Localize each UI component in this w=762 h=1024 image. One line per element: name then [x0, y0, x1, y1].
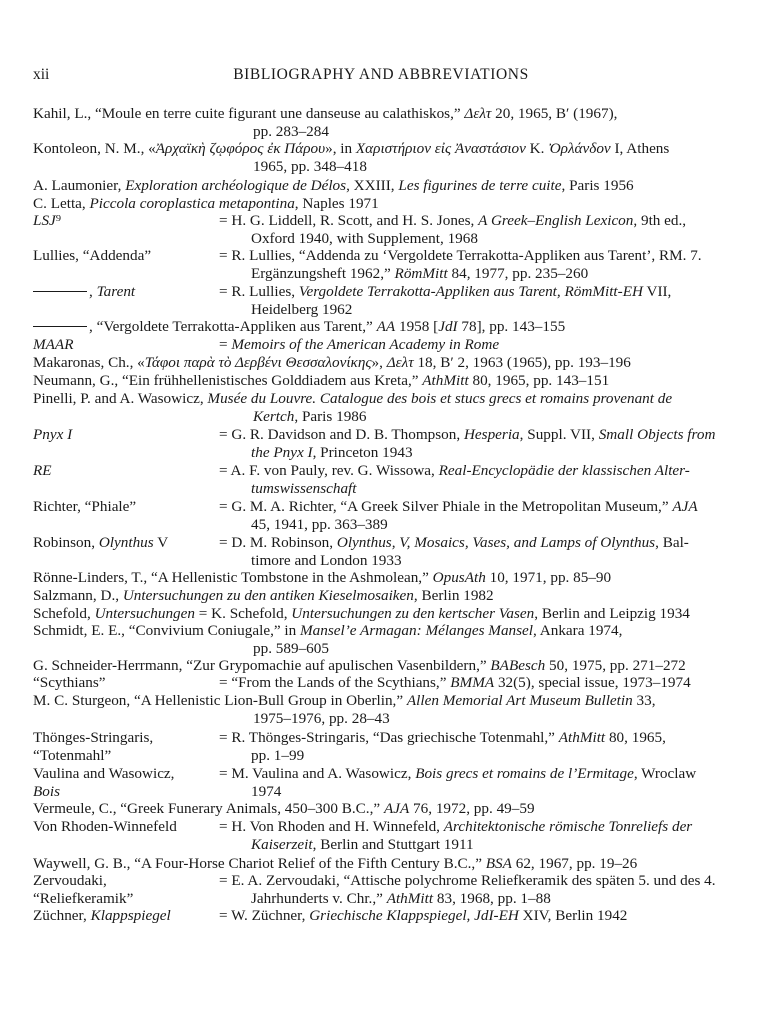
italic-text: BMMA [450, 674, 495, 691]
abbreviation [33, 283, 135, 301]
entry-line [251, 890, 551, 908]
italic-text: Exploration archéologique de Délos [125, 177, 347, 194]
text-run: = [219, 336, 232, 353]
entry-line [253, 123, 329, 141]
text-run: 32(5), special issue, 1973–1974 [494, 674, 691, 691]
text-run: 78], pp. 143–155 [457, 318, 566, 335]
text-run: Kahil, L., “Moule en terre cuite figurant une danseuse au calathiskos,” [33, 105, 465, 122]
text-run: Vermeule, C., “Greek Funerary Animals, 450–300 B.C.,” [33, 800, 384, 817]
text-run: Waywell, G. B., “A Four-Horse Chariot Relief of the Fifth Century B.C.,” [33, 855, 486, 872]
text-run: 80, 1965, [605, 729, 666, 746]
ditto-rule [33, 291, 87, 292]
text-run: ⁹ [55, 212, 62, 229]
italic-text: RömMitt [394, 265, 448, 282]
text-run: Vaulina and Wasowicz, [33, 765, 175, 782]
text-run: , Bal- [655, 534, 689, 551]
abbreviation [33, 765, 174, 783]
entry-line [33, 605, 690, 623]
entry-line [253, 710, 390, 728]
text-run: 83, 1968, pp. 1–88 [433, 890, 551, 907]
text-run: , Naples 1971 [294, 195, 379, 212]
italic-text: Bois grecs et romains de l’Ermitage [415, 765, 634, 782]
italic-text: the Pnyx I [251, 444, 313, 461]
text-run: = G. R. Davidson and D. B. Thompson, [219, 426, 464, 443]
text-run: Makaronas, Ch., « [33, 354, 145, 371]
italic-text: AA [376, 318, 396, 335]
italic-text: MAAR [33, 336, 74, 353]
text-run: Neumann, G., “Ein frühhellenistisches Golddiadem aus Kreta,” [33, 372, 423, 389]
text-run: “Totenmahl” [33, 747, 112, 764]
italic-text: Piccola coroplastica metapontina [89, 195, 295, 212]
text-run: Schefold, [33, 605, 95, 622]
text-run: 1958 [ [395, 318, 439, 335]
entry-line [251, 747, 304, 765]
entry-line [33, 177, 634, 195]
text-run: Von Rhoden-Winnefeld [33, 818, 177, 835]
italic-text: Pnyx I [33, 426, 73, 443]
text-run: , “Vergoldete Terrakotta-Appliken aus Tarent,” [89, 318, 377, 335]
text-run: M. C. Sturgeon, “A Hellenistic Lion-Bull Group in Oberlin,” [33, 692, 407, 709]
italic-text: OpusAth [432, 569, 486, 586]
entry-line [33, 354, 631, 372]
text-run: Lullies, “Addenda” [33, 247, 152, 264]
text-run: Richter, “Phiale” [33, 498, 137, 515]
entry-line [33, 855, 637, 873]
text-run: Kontoleon, N. M., « [33, 140, 156, 157]
text-run: Thönges-Stringaris, [33, 729, 154, 746]
text-run: Pinelli, P. and A. Wasowicz, [33, 390, 208, 407]
abbreviation [33, 247, 151, 265]
italic-text: Griechische Klappspiegel, JdI-EH [309, 907, 519, 924]
entry-line [219, 462, 690, 480]
entry-line [253, 408, 366, 426]
italic-text: Χαριστήριον εἰς [355, 140, 452, 157]
abbreviation [33, 462, 52, 480]
text-run: , Berlin 1982 [413, 587, 494, 604]
text-run: timore and London 1933 [251, 552, 402, 569]
abbreviation [33, 783, 60, 801]
entry-line [33, 657, 686, 675]
text-run: 1975–1976, pp. 28–43 [253, 710, 390, 727]
entry-line [219, 818, 692, 836]
text-run: “Reliefkeramik” [33, 890, 134, 907]
text-run: Zervoudaki, [33, 872, 107, 889]
text-run: pp. 589–605 [253, 640, 329, 657]
entry-line [219, 729, 666, 747]
abbreviation [33, 498, 136, 516]
abbreviation [33, 872, 107, 890]
text-run: = G. M. A. Richter, “A Greek Silver Phiale in the Metropolitan Museum,” [219, 498, 673, 515]
text-run: Züchner, [33, 907, 91, 924]
italic-text: Mansel’e Armagan: Mélanges Mansel [300, 622, 533, 639]
italic-text: AthMitt [422, 372, 469, 389]
italic-text: Vergoldete Terrakotta-Appliken aus Tarent, RömMitt-EH [298, 283, 643, 300]
italic-text: Untersuchungen zu den antiken Kieselmosaiken [122, 587, 414, 604]
italic-text: Small Objects from [598, 426, 716, 443]
entry-line [219, 247, 702, 265]
text-run: = M. Vaulina and A. Wasowicz, [219, 765, 416, 782]
text-run: 20, 1965, B′ (1967), [491, 105, 618, 122]
abbreviation [33, 747, 111, 765]
abbreviation [33, 729, 153, 747]
italic-text: Ἀναστάσιον [454, 140, 526, 157]
text-run: Κ. [525, 140, 549, 157]
italic-text: Ὀρλάνδον [548, 140, 611, 157]
text-run: , 9th ed., [633, 212, 687, 229]
text-run: , Berlin and Stuttgart 1911 [312, 836, 474, 853]
italic-text: Hesperia [463, 426, 520, 443]
entry-line [33, 587, 494, 605]
text-run: 50, 1975, pp. 271–272 [545, 657, 686, 674]
entry-line [251, 265, 588, 283]
text-run: V [153, 534, 169, 551]
entry-line [219, 336, 499, 354]
entry-line [219, 674, 691, 692]
text-run: , [89, 283, 97, 300]
entry-line [219, 907, 627, 925]
italic-text: tumswissenschaft [251, 480, 357, 497]
ditto-rule [33, 326, 87, 327]
italic-text: Δελτ [464, 105, 492, 122]
text-run: = H. Von Rhoden and H. Winnefeld, [219, 818, 444, 835]
text-run: 80, 1965, pp. 143–151 [468, 372, 610, 389]
entry-line [33, 569, 611, 587]
entry-line [219, 765, 696, 783]
abbreviation [33, 212, 61, 230]
text-run: Rönne-Linders, T., “A Hellenistic Tombstone in the Ashmolean,” [33, 569, 433, 586]
entry-line [33, 318, 565, 336]
italic-text: AJA [383, 800, 410, 817]
italic-text: BABesch [490, 657, 546, 674]
italic-text: Δελτ [386, 354, 414, 371]
italic-text: BSA [485, 855, 512, 872]
abbreviation [33, 336, 73, 354]
italic-text: Bois [33, 783, 61, 800]
entry-line [33, 372, 609, 390]
abbreviation [33, 674, 106, 692]
text-run: , Ankara 1974, [533, 622, 623, 639]
italic-text: Olynthus, V, Mosaics, Vases, and Lamps of Olynthus [336, 534, 656, 551]
text-run: Ergänzungsheft 1962,” [251, 265, 395, 282]
text-run: , XXIII, [346, 177, 399, 194]
text-run: = D. M. Robinson, [219, 534, 337, 551]
italic-text: AJA [672, 498, 698, 515]
text-run: , Princeton 1943 [312, 444, 413, 461]
text-run: Heidelberg 1962 [251, 301, 353, 318]
text-run: = R. Thönges-Stringaris, “Das griechische Totenmahl,” [219, 729, 559, 746]
text-run: », in [325, 140, 356, 157]
entry-line [253, 640, 329, 658]
entry-line [253, 158, 367, 176]
entry-line [33, 622, 622, 640]
entry-line [251, 552, 402, 570]
text-run: pp. 283–284 [253, 123, 329, 140]
entry-line [219, 534, 689, 552]
entry-line [33, 195, 379, 213]
text-run: = K. Schefold, [194, 605, 292, 622]
text-run: 10, 1971, pp. 85–90 [485, 569, 612, 586]
text-run: VII, [642, 283, 672, 300]
italic-text: Untersuchungen [94, 605, 195, 622]
entry-line [251, 444, 413, 462]
text-run: 1974 [251, 783, 282, 800]
text-run: , Suppl. VII, [519, 426, 599, 443]
abbreviation [33, 534, 168, 552]
page-title: BIBLIOGRAPHY AND ABBREVIATIONS [233, 66, 529, 83]
text-run: = “From the Lands of the Scythians,” [219, 674, 451, 691]
italic-text: Olynthus [98, 534, 154, 551]
text-run: , Berlin and Leipzig 1934 [534, 605, 690, 622]
text-run: I, Athens [610, 140, 670, 157]
italic-text: Memoirs of the American Academy in Rome [231, 336, 500, 353]
italic-text: Ἀρχαϊκὴ ζῳφόρος ἐκ Πάρου [155, 140, 326, 157]
text-run: C. Letta, [33, 195, 90, 212]
text-run: 62, 1967, pp. 19–26 [511, 855, 638, 872]
text-run: = R. Lullies, [219, 283, 299, 300]
text-run: Robinson, [33, 534, 99, 551]
text-run: », [371, 354, 387, 371]
text-run: = W. Züchner, [219, 907, 310, 924]
entry-line [33, 105, 617, 123]
entry-line [251, 301, 352, 319]
abbreviation [33, 907, 171, 925]
text-run: , Wroclaw [633, 765, 697, 782]
italic-text: Les figurines de terre cuite [398, 177, 562, 194]
italic-text: Klappspiegel [90, 907, 171, 924]
page-number: xii [33, 66, 50, 83]
italic-text: JdI [438, 318, 458, 335]
text-run: “Scythians” [33, 674, 106, 691]
text-run: A. Laumonier, [33, 177, 126, 194]
italic-text: Musée du Louvre. Catalogue des bois et stucs grecs et romains provenant de [207, 390, 673, 407]
entry-line [219, 872, 716, 890]
entry-line [251, 480, 356, 498]
italic-text: Τάφοι παρὰ τὸ Δερβένι Θεσσαλονίκης [144, 354, 372, 371]
text-run: = H. G. Liddell, R. Scott, and H. S. Jones, [219, 212, 479, 229]
italic-text: Tarent [96, 283, 136, 300]
text-run: pp. 1–99 [251, 747, 305, 764]
text-run: Schmidt, E. E., “Convivium Coniugale,” in [33, 622, 301, 639]
italic-text: RE [33, 462, 52, 479]
entry-line [33, 390, 672, 408]
abbreviation [33, 890, 133, 908]
text-run: 18, B′ 2, 1963 (1965), pp. 193–196 [413, 354, 631, 371]
entry-line [219, 426, 715, 444]
italic-text: AthMitt [558, 729, 606, 746]
entry-line [33, 692, 655, 710]
entry-line [33, 800, 535, 818]
text-run: 45, 1941, pp. 363–389 [251, 516, 388, 533]
text-run: G. Schneider-Herrmann, “Zur Grypomachie auf apulischen Vasenbildern,” [33, 657, 491, 674]
text-run: XIV, Berlin 1942 [518, 907, 628, 924]
italic-text: Allen Memorial Art Museum Bulletin [406, 692, 633, 709]
entry-line [33, 140, 669, 158]
abbreviation [33, 426, 72, 444]
text-run: 84, 1977, pp. 235–260 [447, 265, 589, 282]
text-run: , Paris 1986 [294, 408, 367, 425]
text-run: = E. A. Zervoudaki, “Attische polychrome Reliefkeramik des späten 5. und des 4. [219, 872, 716, 889]
entry-line [251, 836, 474, 854]
italic-text: AthMitt [386, 890, 434, 907]
text-run: Salzmann, D., [33, 587, 123, 604]
entry-line [219, 212, 686, 230]
entry-line [219, 498, 698, 516]
entry-line [251, 516, 388, 534]
italic-text: LSJ [33, 212, 56, 229]
italic-text: Kaiserzeit [251, 836, 313, 853]
text-run: Oxford 1940, with Supplement, 1968 [251, 230, 478, 247]
italic-text: Kertch [253, 408, 295, 425]
abbreviation [33, 818, 177, 836]
text-run: = R. Lullies, “Addenda zu ‘Vergoldete Terrakotta-Appliken aus Tarent’, RM. 7. [219, 247, 702, 264]
italic-text: Architektonische römische Tonreliefs der [443, 818, 693, 835]
text-run: 1965, pp. 348–418 [253, 158, 367, 175]
italic-text: A Greek–English Lexicon [478, 212, 634, 229]
text-run: = A. F. von Pauly, rev. G. Wissowa, [219, 462, 439, 479]
italic-text: Real-Encyclopädie der klassischen Alter- [438, 462, 690, 479]
text-run: , Paris 1956 [561, 177, 634, 194]
text-run: 76, 1972, pp. 49–59 [409, 800, 535, 817]
entry-line [251, 230, 478, 248]
text-run: 33, [632, 692, 656, 709]
text-run: Jahrhunderts v. Chr.,” [251, 890, 387, 907]
entry-line [251, 783, 281, 801]
entry-line [219, 283, 671, 301]
italic-text: Untersuchungen zu den kertscher Vasen [291, 605, 535, 622]
